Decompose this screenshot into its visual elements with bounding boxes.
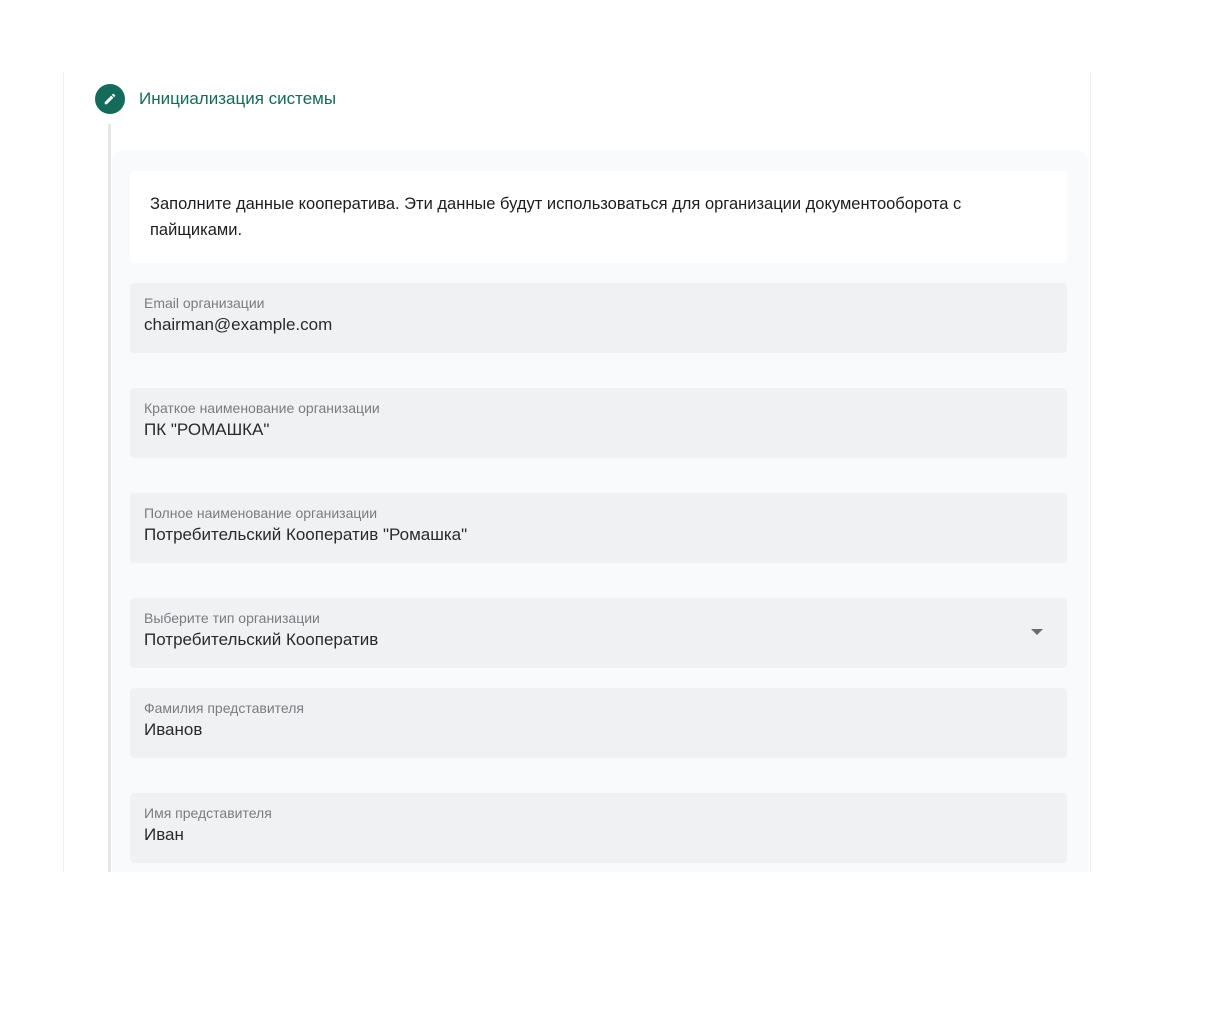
full-name-field[interactable]: [130, 493, 1067, 563]
field-value[interactable]: chairman@example.com: [144, 315, 333, 334]
step-title: Инициализация системы: [139, 89, 337, 108]
first-name-field[interactable]: [130, 793, 1067, 863]
info-text: Заполните данные кооператива. Эти данные будут использоваться для организации документооборота с пайщиками.: [150, 195, 962, 239]
last-name-field[interactable]: [130, 688, 1067, 758]
step-connector-line: [108, 124, 111, 872]
field-label: Имя представителя: [144, 805, 272, 821]
chevron-down-icon[interactable]: [1031, 629, 1043, 635]
field-value[interactable]: Иван: [144, 825, 184, 844]
email-field[interactable]: [130, 283, 1067, 353]
field-value[interactable]: Потребительский Кооператив "Ромашка": [144, 525, 468, 544]
step-header: [95, 84, 336, 114]
field-label: Email организации: [144, 295, 265, 311]
field-value[interactable]: ПК "РОМАШКА": [144, 420, 270, 439]
pencil-icon: [95, 84, 125, 114]
organization-type-select[interactable]: [130, 598, 1067, 668]
field-label: Полное наименование организации: [144, 505, 378, 521]
field-label: Выберите тип организации: [144, 610, 320, 626]
field-value[interactable]: Иванов: [144, 720, 203, 739]
short-name-field[interactable]: [130, 388, 1067, 458]
info-message: [130, 171, 1067, 263]
field-value[interactable]: Потребительский Кооператив: [144, 630, 379, 649]
field-label: Краткое наименование организации: [144, 400, 380, 416]
field-label: Фамилия представителя: [144, 700, 304, 716]
